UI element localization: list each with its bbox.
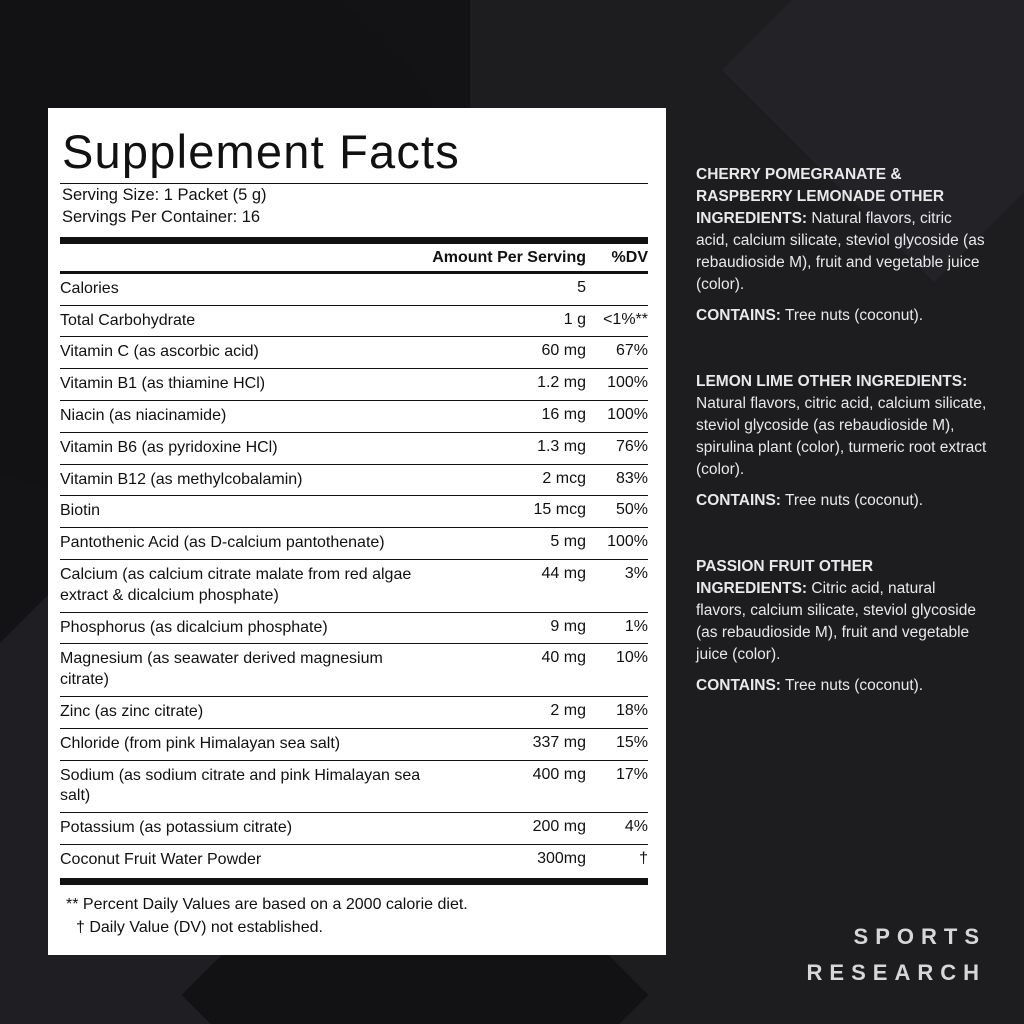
ingredient-heading: CHERRY POMEGRANATE & RASPBERRY LEMONADE OTHER INGREDIENTS: xyxy=(696,166,945,227)
footnote-daily-values: ** Percent Daily Values are based on a 2000 calorie diet. xyxy=(66,895,468,913)
nutrient-name: Niacin (as niacinamide) xyxy=(60,401,432,433)
contains-line xyxy=(696,675,988,697)
nutrient-amount: 44 mg xyxy=(432,560,586,613)
nutrient-name: Vitamin B12 (as methylcobalamin) xyxy=(60,464,432,496)
header-percent-dv: %DV xyxy=(586,244,648,273)
contains-line xyxy=(696,490,988,512)
nutrient-name: Phosphorus (as dicalcium phosphate) xyxy=(60,612,432,644)
nutrient-amount: 2 mg xyxy=(432,697,586,729)
contains-text: Tree nuts (coconut). xyxy=(780,307,924,324)
serving-size: Serving Size: 1 Packet (5 g) xyxy=(62,186,267,204)
nutrient-name: Total Carbohydrate xyxy=(60,305,432,337)
nutrient-name: Vitamin B1 (as thiamine HCl) xyxy=(60,369,432,401)
nutrient-daily-value xyxy=(586,272,648,305)
table-row xyxy=(60,528,648,560)
nutrient-daily-value: 50% xyxy=(586,496,648,528)
nutrient-name: Zinc (as zinc citrate) xyxy=(60,697,432,729)
nutrient-daily-value: † xyxy=(639,850,648,868)
nutrient-daily-value: 17% xyxy=(586,760,648,813)
nutrition-table xyxy=(60,244,648,876)
ingredient-heading: LEMON LIME OTHER INGREDIENTS: xyxy=(696,373,968,390)
nutrient-daily-value: <1%** xyxy=(586,305,648,337)
nutrient-amount: 16 mg xyxy=(432,401,586,433)
nutrient-name: Calories xyxy=(60,272,432,305)
contains-label: CONTAINS: xyxy=(696,492,781,509)
table-row xyxy=(60,432,648,464)
serving-info xyxy=(60,184,648,235)
nutrient-name: Vitamin C (as ascorbic acid) xyxy=(60,337,432,369)
nutrient-amount: 1.3 mg xyxy=(432,432,586,464)
nutrient-daily-value: 15% xyxy=(586,728,648,760)
ingredient-body: Citric acid, natural flavors, calcium silicate, steviol glycoside (as rebaudioside M), fruit and vegetable juice (color). xyxy=(696,580,976,663)
nutrient-amount: 400 mg xyxy=(432,760,586,813)
nutrient-daily-value: 18% xyxy=(586,697,648,729)
header-amount-per-serving: Amount Per Serving xyxy=(432,244,586,273)
contains-text: Tree nuts (coconut). xyxy=(780,677,924,694)
table-row xyxy=(60,272,648,305)
nutrient-name: Magnesium (as seawater derived magnesium citrate) xyxy=(60,644,432,697)
servings-per-container: Servings Per Container: 16 xyxy=(62,208,261,227)
nutrient-daily-value: 100% xyxy=(586,401,648,433)
ingredient-body: Natural flavors, citric acid, calcium silicate, steviol glycoside (as rebaudioside M), spirulina plant (color), turmeric root extract (color). xyxy=(696,395,987,478)
nutrient-amount: 5 mg xyxy=(432,528,586,560)
contains-line xyxy=(696,305,988,327)
ingredient-block xyxy=(696,371,988,512)
contains-label: CONTAINS: xyxy=(696,677,781,694)
divider-thick-top xyxy=(60,237,648,244)
divider-thick-bottom xyxy=(60,878,648,885)
nutrient-daily-value: 100% xyxy=(586,369,648,401)
other-ingredients-column xyxy=(696,164,988,741)
table-row xyxy=(60,697,648,729)
nutrient-name: Calcium (as calcium citrate malate from red algae extract & dicalcium phosphate) xyxy=(60,560,432,613)
brand-lockup xyxy=(807,924,986,986)
table-row xyxy=(60,644,648,697)
footnote-dv-not-established: † Daily Value (DV) not established. xyxy=(76,919,323,936)
nutrient-amount: 9 mg xyxy=(432,612,586,644)
table-row xyxy=(60,612,648,644)
table-header-row xyxy=(60,244,648,273)
nutrient-amount: 2 mcg xyxy=(432,464,586,496)
nutrient-name: Biotin xyxy=(60,496,432,528)
nutrient-daily-value: 67% xyxy=(586,337,648,369)
nutrient-amount: 337 mg xyxy=(432,728,586,760)
ingredient-block xyxy=(696,556,988,697)
table-row xyxy=(60,813,648,845)
nutrient-amount: 60 mg xyxy=(432,337,586,369)
table-row xyxy=(60,464,648,496)
ingredient-text xyxy=(696,371,988,481)
contains-text: Tree nuts (coconut). xyxy=(780,492,924,509)
nutrient-amount: 5 xyxy=(432,272,586,305)
table-row xyxy=(60,337,648,369)
ingredient-text xyxy=(696,556,988,666)
nutrient-name: Sodium (as sodium citrate and pink Himalayan sea salt) xyxy=(60,760,432,813)
ingredient-heading: PASSION FRUIT OTHER INGREDIENTS: xyxy=(696,558,874,597)
nutrient-daily-value: 100% xyxy=(586,528,648,560)
brand-line-2: RESEARCH xyxy=(806,960,986,985)
table-row xyxy=(60,728,648,760)
nutrient-amount: 15 mcg xyxy=(432,496,586,528)
table-row xyxy=(60,305,648,337)
ingredient-text xyxy=(696,164,988,296)
table-row xyxy=(60,845,648,876)
table-row xyxy=(60,369,648,401)
ingredient-block xyxy=(696,164,988,327)
nutrient-amount: 300mg xyxy=(537,850,586,868)
nutrient-name: Pantothenic Acid (as D-calcium pantothenate) xyxy=(60,528,432,560)
nutrient-daily-value: 1% xyxy=(586,612,648,644)
nutrient-name: Coconut Fruit Water Powder xyxy=(60,851,262,869)
nutrient-daily-value: 83% xyxy=(586,464,648,496)
footnotes xyxy=(60,885,648,941)
ingredient-body: Natural flavors, citric acid, calcium silicate, steviol glycoside (as rebaudioside M), fruit and vegetable juice (color). xyxy=(696,210,985,293)
nutrient-amount: 1.2 mg xyxy=(432,369,586,401)
brand-line-1: SPORTS xyxy=(853,924,986,949)
supplement-facts-panel xyxy=(48,108,666,955)
nutrient-daily-value: 10% xyxy=(586,644,648,697)
nutrient-daily-value: 3% xyxy=(586,560,648,613)
nutrient-amount: 40 mg xyxy=(432,644,586,697)
nutrient-amount: 200 mg xyxy=(432,813,586,845)
nutrient-daily-value: 76% xyxy=(586,432,648,464)
table-row xyxy=(60,496,648,528)
nutrient-daily-value: 4% xyxy=(586,813,648,845)
nutrient-name: Chloride (from pink Himalayan sea salt) xyxy=(60,728,432,760)
nutrient-name: Vitamin B6 (as pyridoxine HCl) xyxy=(60,432,432,464)
table-row xyxy=(60,401,648,433)
table-row xyxy=(60,760,648,813)
nutrient-amount: 1 g xyxy=(432,305,586,337)
header-blank xyxy=(60,244,432,273)
contains-label: CONTAINS: xyxy=(696,307,781,324)
page-title: Supplement Facts xyxy=(62,125,460,178)
nutrient-name: Potassium (as potassium citrate) xyxy=(60,813,432,845)
table-row xyxy=(60,560,648,613)
